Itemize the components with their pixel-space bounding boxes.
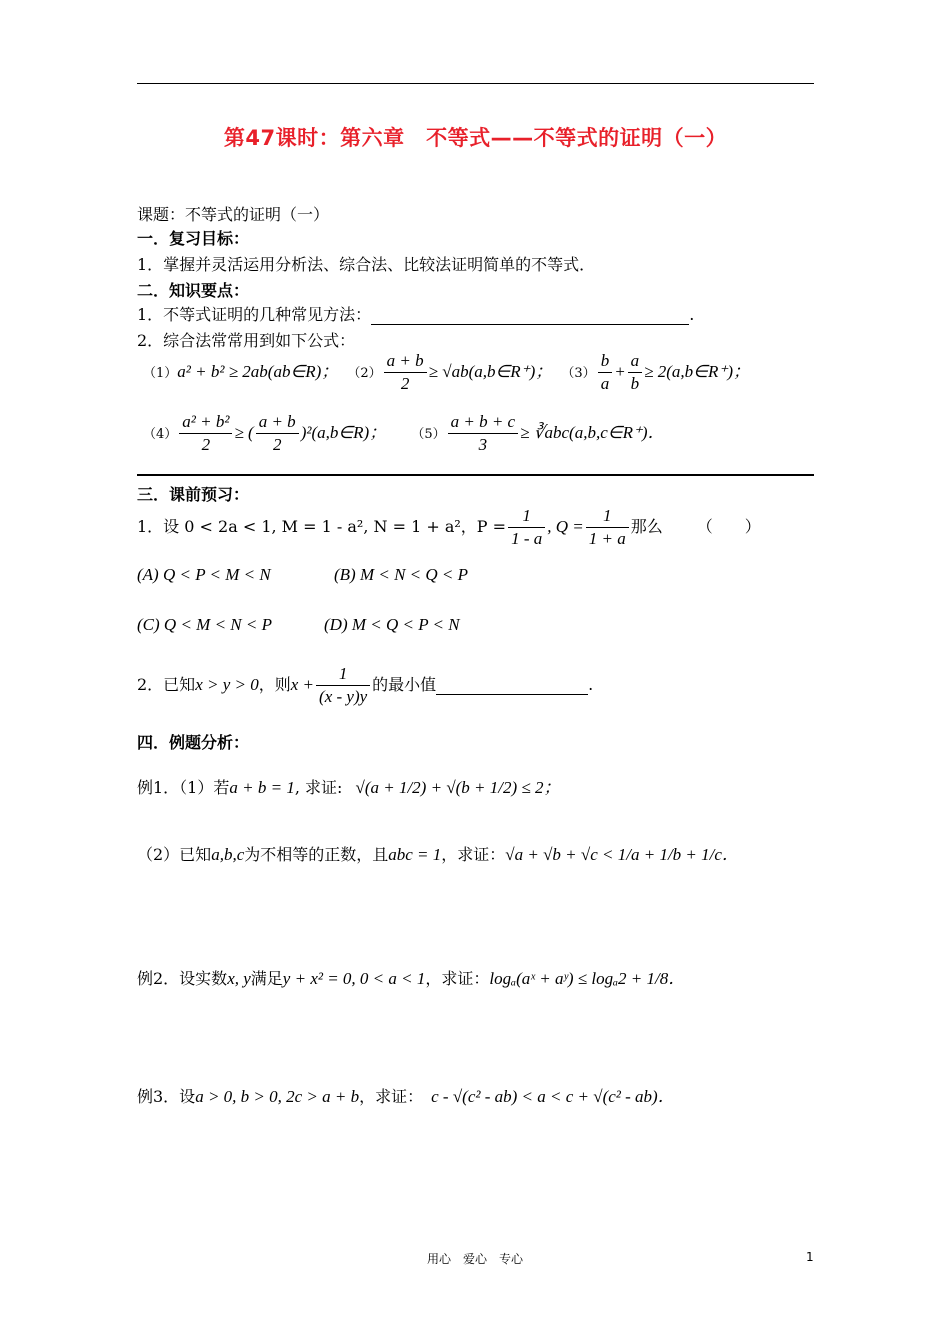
example-1b-mid: 为不相等的正数，且 <box>244 845 389 864</box>
section-4-heading: 四．例题分析： <box>137 733 250 752</box>
formula-4-fraction-1 <box>179 411 232 456</box>
question-2-x: x + <box>290 675 315 694</box>
formula-5-numerator: a + b + c <box>448 411 519 434</box>
question-2-condition: x > y > 0 <box>195 675 259 694</box>
formula-4-mid: ≥ ( <box>234 423 254 442</box>
formula-3-numerator-1: b <box>598 350 613 373</box>
topic-line: 课题：不等式的证明（一） <box>137 205 330 224</box>
question-1-suffix: 那么 <box>630 517 663 536</box>
section-2-heading: 二．知识要点： <box>137 281 250 300</box>
question-2-blank <box>436 675 588 695</box>
page-number: 1 <box>806 1250 814 1264</box>
example-1b-condition: abc = 1 <box>388 845 442 864</box>
question-2-numerator: 1 <box>316 663 370 686</box>
p-numerator: 1 <box>508 505 545 528</box>
formula-row-1: （1）a² + b² ≥ 2ab(ab∈R)； （2） $\frac{a + b}{2}$ ≥ √ab(a,b∈R⁺)； （3） $\frac{b}{a}$ + $\frac{a}{b}$ ≥ 2(a,b∈R⁺)； <box>143 351 750 393</box>
section-1-heading: 一．复习目标： <box>137 229 250 248</box>
formula-3-fraction-2 <box>628 350 643 395</box>
example-1-mid: , 求证: <box>294 778 343 797</box>
formula-2-label: （2） <box>347 366 382 381</box>
question-2-prefix: 2．已知 <box>137 675 196 694</box>
example-3-prefix: 例3．设 <box>137 1087 196 1106</box>
example-1-part-1 <box>137 773 561 798</box>
example-1b-inequality: √a + √b + √c < 1/a + 1/b + 1/c． <box>505 845 739 864</box>
example-3-condition: a > 0, b > 0, 2c > a + b <box>195 1087 360 1106</box>
example-2-inequality: logₐ(aˣ + aʸ) ≤ logₐ2 + 1/8． <box>489 969 686 988</box>
formula-5-denominator: 3 <box>478 435 488 454</box>
question-2-fraction <box>316 663 370 708</box>
example-1-condition: a + b = 1 <box>229 778 295 797</box>
question-1-prefix: 1．设 0 < 2a < 1, M = 1 - a², N = 1 + a²，P = <box>137 517 507 536</box>
answer-parentheses: （ ） <box>696 517 761 536</box>
section-divider <box>137 474 814 476</box>
formula-row-2 <box>143 411 665 456</box>
example-3 <box>137 1082 675 1107</box>
q-denominator: 1 + a <box>588 529 626 548</box>
question-2-denominator: (x - y)y <box>319 687 368 706</box>
formula-4-denominator: 2 <box>201 435 211 454</box>
q-numerator: 1 <box>586 505 629 528</box>
p-fraction <box>508 505 545 550</box>
option-c: (C) Q < M < N < P <box>137 615 272 634</box>
section-2-item-2: 2．综合法常常用到如下公式： <box>137 331 356 350</box>
formula-4-rest: )²(a,b∈R)； <box>300 423 387 442</box>
formula-3-rest: ≥ 2(a,b∈R⁺)； <box>644 362 750 381</box>
section-2-item-1 <box>137 302 694 325</box>
answer-blank <box>371 305 689 325</box>
example-2-mid: 满足 <box>250 969 283 988</box>
formula-2-rest: ≥ √ab(a,b∈R⁺)； <box>428 362 553 381</box>
formula-5-label: （5） <box>411 427 446 442</box>
question-2-suffix: 的最小值 <box>372 675 437 694</box>
formula-3-denominator-1: a <box>600 374 610 393</box>
formula-1: a² + b² ≥ 2ab(ab∈R)； <box>177 362 339 381</box>
formula-2-numerator: a + b <box>384 350 427 373</box>
section-1-item-1: 1．掌握并灵活运用分析法、综合法、比较法证明简单的不等式． <box>137 255 596 274</box>
formula-1-label: （1） <box>143 366 178 381</box>
example-1b-vars: a,b,c <box>211 845 245 864</box>
page-title: 第47课时：第六章 不等式——不等式的证明（一） <box>223 126 728 150</box>
question-2-end: . <box>588 675 594 694</box>
example-2-vars: x, y <box>227 969 251 988</box>
formula-3-numerator-2: a <box>628 350 643 373</box>
question-2 <box>137 663 593 708</box>
formula-4-numerator: a² + b² <box>179 411 232 434</box>
item-1-end: . <box>689 305 695 324</box>
example-3-mid: ，求证： <box>359 1087 424 1106</box>
formula-4-denominator-2: 2 <box>272 435 282 454</box>
formula-3-label: （3） <box>561 366 596 381</box>
question-2-mid: ，则 <box>258 675 291 694</box>
formula-2-denominator: 2 <box>400 374 410 393</box>
option-b: (B) M < N < Q < P <box>334 565 469 584</box>
top-rule <box>137 83 814 84</box>
example-1b-prefix: （2）已知 <box>137 845 212 864</box>
formula-5-fraction <box>448 411 519 456</box>
formula-4-label: （4） <box>143 427 178 442</box>
example-1-part-2 <box>137 840 739 865</box>
example-2 <box>137 964 685 989</box>
option-a: (A) Q < P < M < N <box>137 565 271 584</box>
formula-4-numerator-2: a + b <box>256 411 299 434</box>
section-3-heading: 三．课前预习： <box>137 485 250 504</box>
option-d: (D) M < Q < P < N <box>324 615 460 634</box>
example-2-mid2: ，求证： <box>425 969 490 988</box>
example-1-inequality: √(a + 1/2) + √(b + 1/2) ≤ 2； <box>355 778 561 797</box>
formula-3-denominator-2: b <box>630 374 640 393</box>
item-1-text: 1．不等式证明的几种常见方法： <box>137 305 372 324</box>
question-1 <box>137 505 761 550</box>
p-denominator: 1 - a <box>511 529 543 548</box>
example-3-inequality: c - √(c² - ab) < a < c + √(c² - ab)． <box>431 1087 675 1106</box>
formula-5-rest: ≥ ∛abc(a,b,c∈R⁺)． <box>520 423 665 442</box>
formula-4-fraction-2 <box>256 411 299 456</box>
example-2-prefix: 例2．设实数 <box>137 969 228 988</box>
example-2-condition: y + x² = 0, 0 < a < 1 <box>282 969 426 988</box>
example-1-prefix: 例1．（1）若 <box>137 778 230 797</box>
page-footer: 用心 爱心 专心 <box>426 1252 523 1266</box>
q-assign: , Q = <box>547 517 584 536</box>
formula-2-fraction <box>384 350 427 395</box>
formula-3-fraction-1 <box>598 350 613 395</box>
example-1b-mid2: ，求证： <box>441 845 506 864</box>
q-fraction <box>586 505 629 550</box>
